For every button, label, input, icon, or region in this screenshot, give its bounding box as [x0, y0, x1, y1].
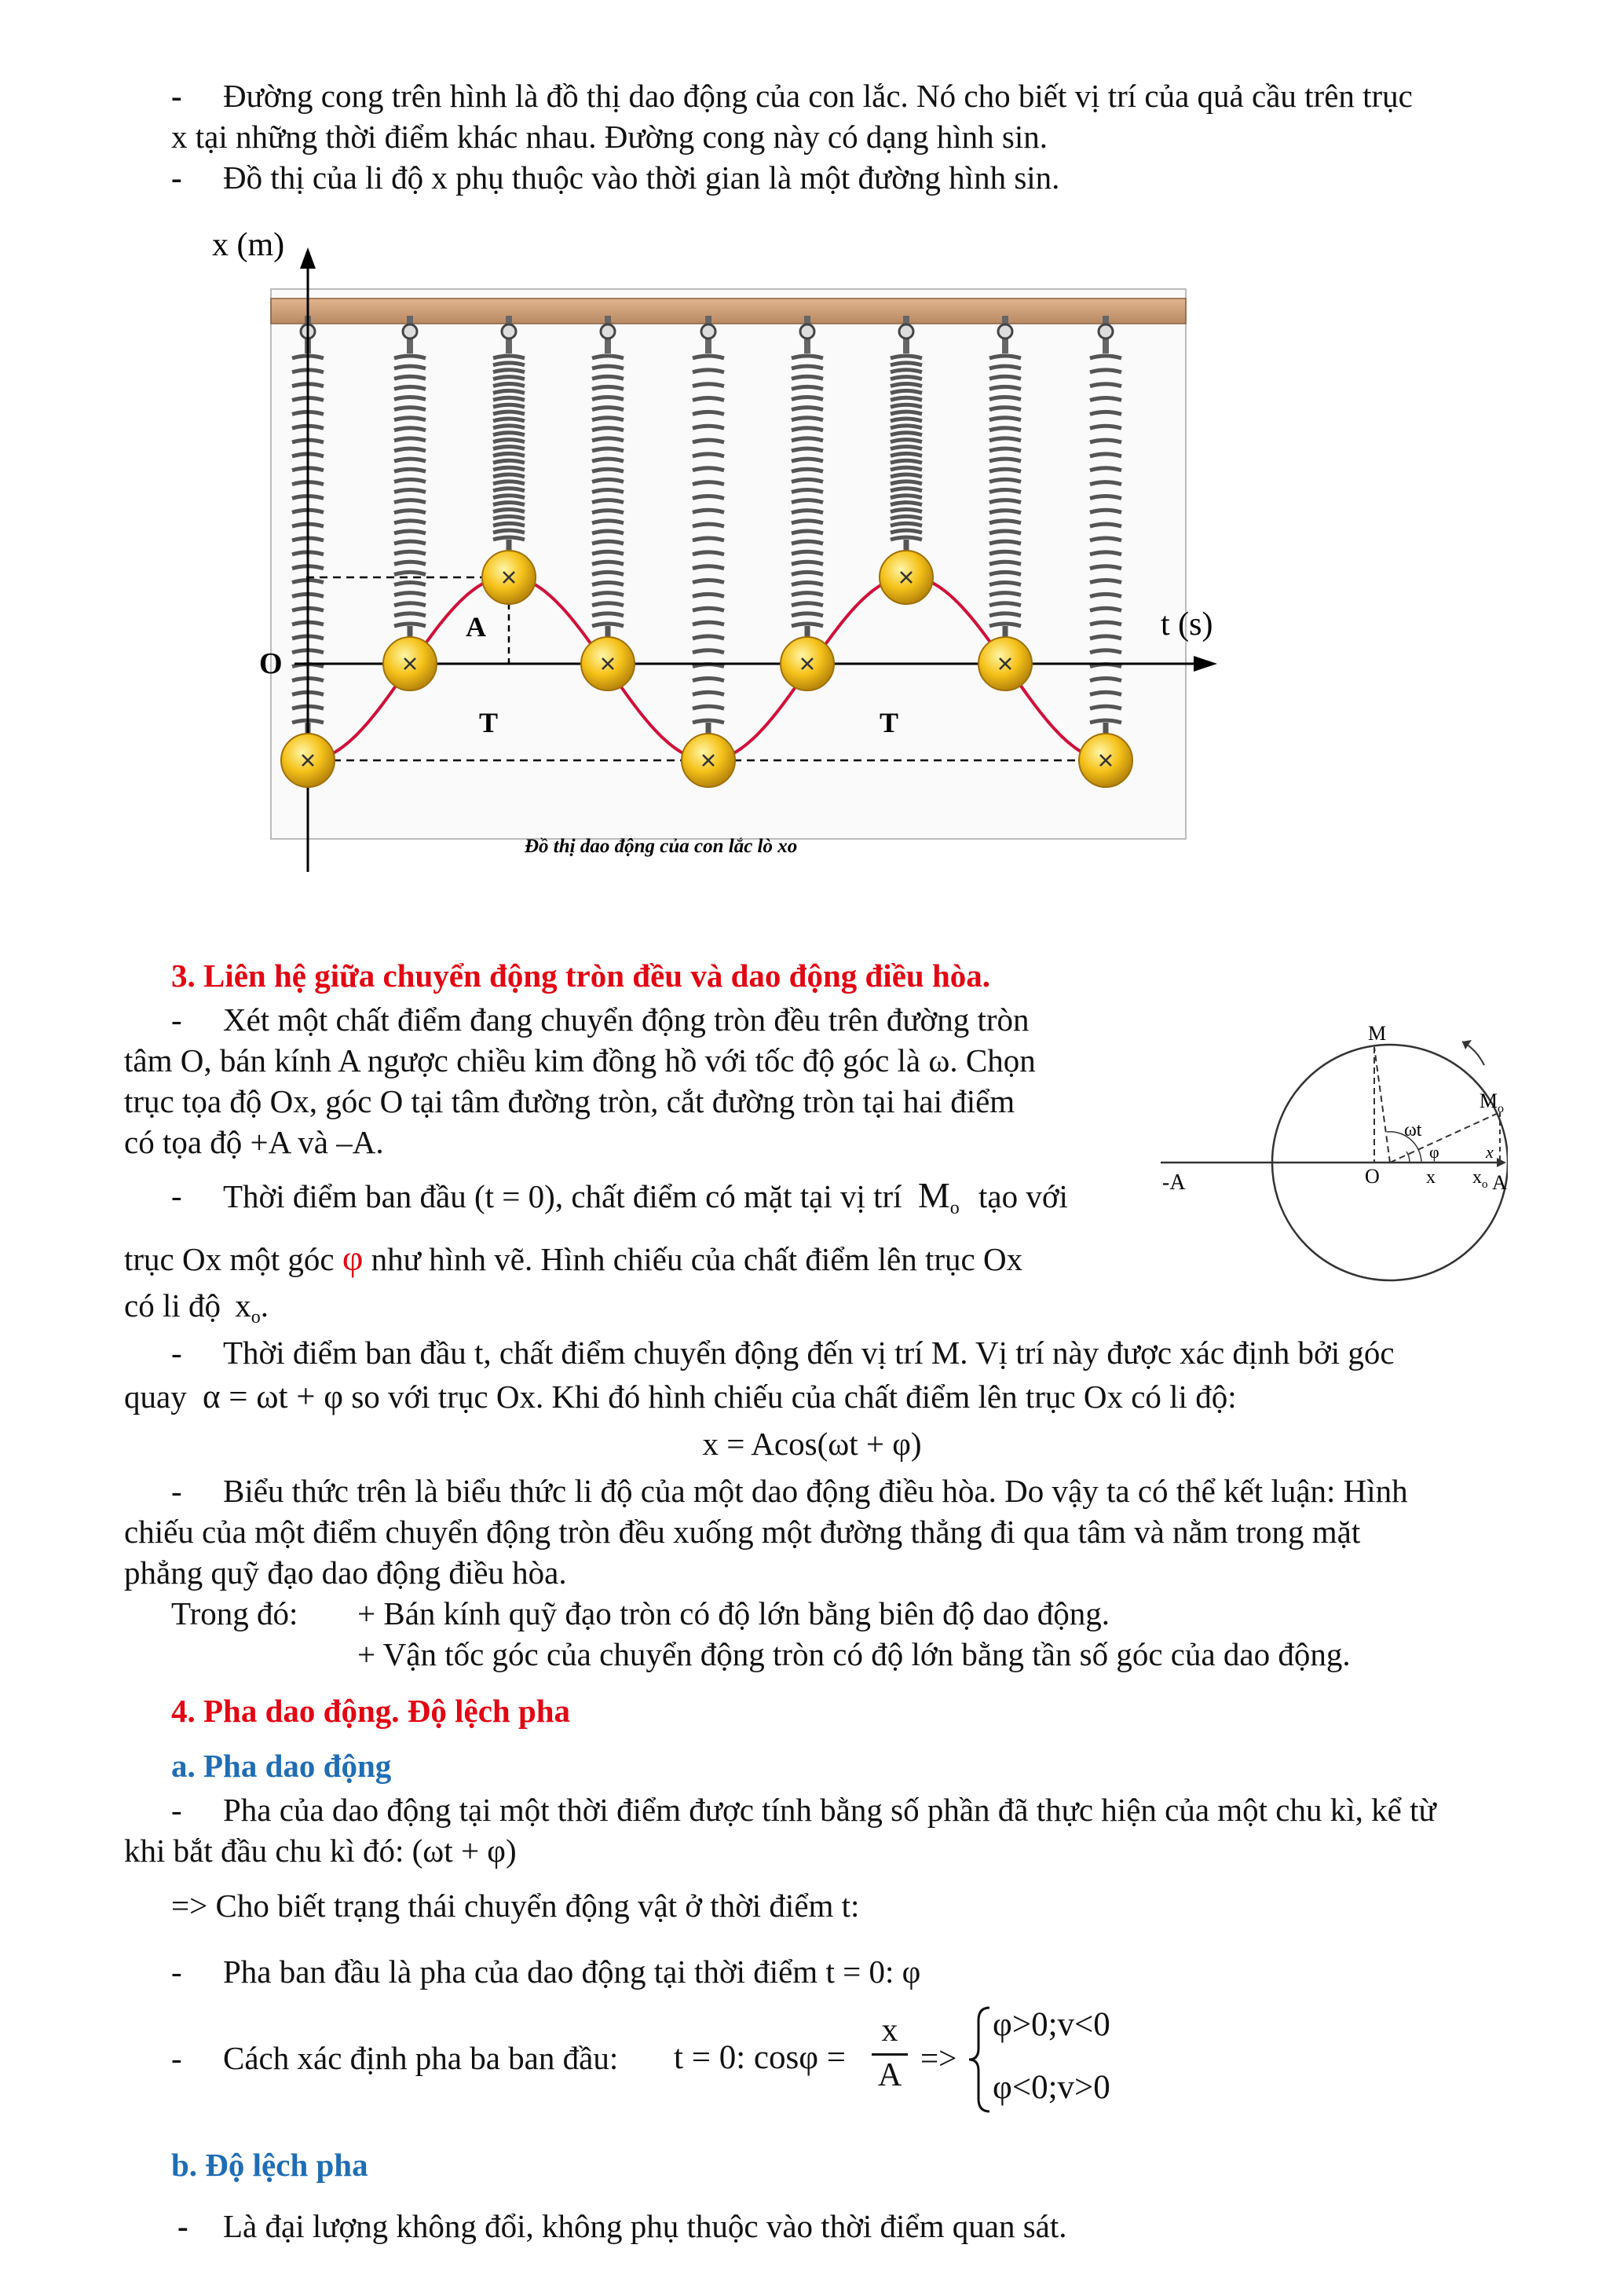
label-x-axis: x [1486, 1142, 1494, 1162]
label-x: x [1426, 1167, 1436, 1188]
bullet: - [171, 1792, 182, 1828]
label-minus-A: -A [1162, 1170, 1186, 1195]
s4-a4-eq: t = 0: cosφ = [674, 2039, 847, 2076]
section-3-heading: 3. Liên hệ giữa chuyển động tròn đều và dao động điều hòa. [171, 958, 990, 994]
displacement-equation: x = Acos(ωt + φ) [702, 1426, 922, 1462]
bullet: - [171, 1954, 182, 1990]
bullet: - [171, 78, 182, 114]
s3-p1-line1: Xét một chất điểm đang chuyển động tròn đều trên đường tròn [223, 1002, 1030, 1038]
intro-line-3: Đồ thị của li độ x phụ thuộc vào thời gian là một đường hình sin. [223, 159, 1060, 196]
label-omega-t: ωt [1404, 1120, 1422, 1141]
bullet: - [171, 1002, 182, 1038]
origin-label: O [259, 647, 283, 680]
s4-a2: => Cho biết trạng thái chuyển động vật ở thời điểm t: [171, 1888, 860, 1924]
label-A: A [1492, 1171, 1507, 1194]
s3-p4-line1: Biểu thức trên là biểu thức li độ của một dao động điều hòa. Do vậy ta có thể kết luận: Hình [223, 1473, 1408, 1509]
label-M0: $M_o$ [1479, 1089, 1504, 1115]
subheading-a: a. Pha dao động [171, 1748, 392, 1784]
s4-a1-line2: khi bắt đầu chu kì đó: (ωt + φ) [124, 1833, 517, 1869]
bullet: - [177, 2208, 188, 2244]
spring-oscillation-figure [204, 220, 1256, 888]
bullet: - [171, 1335, 182, 1371]
s3-p2-line1: Thời điểm ban đầu (t = 0), chất điểm có mặt tại vị trí $M_o$ tạo với [223, 1175, 1068, 1218]
s3-p2-line2: trục Ox một góc φ như hình vẽ. Hình chiếu của chất điểm lên trục Ox [124, 1238, 1023, 1278]
fraction-denominator: A [877, 2057, 902, 2093]
where-item-1: + Bán kính quỹ đạo tròn có độ lớn bằng biên độ dao động. [357, 1595, 1110, 1631]
label-M: M [1368, 1022, 1387, 1045]
y-axis-label: x (m) [212, 227, 285, 263]
period-label: T [479, 707, 499, 738]
amplitude-label: A [466, 611, 486, 643]
s3-p4-line3: phẳng quỹ đạo dao động điều hòa. [124, 1554, 567, 1591]
t-axis-label: t (s) [1161, 606, 1213, 643]
s3-p1-line2: tâm O, bán kính A ngược chiều kim đồng hồ với tốc độ góc là ω. Chọn [124, 1042, 1036, 1078]
case-1: φ>0;v<0 [993, 2006, 1110, 2043]
s3-p4-line2: chiếu của một điểm chuyển động tròn đều xuống một đường thẳng đi qua tâm và nằm trong mặt [124, 1514, 1361, 1550]
where-label: Trong đó: [171, 1595, 298, 1631]
bullet: - [171, 159, 182, 196]
period-label: T [880, 707, 899, 738]
s3-p3-line2: quay α = ωt + φ so với trục Ox. Khi đó hình chiếu của chất điểm lên trục Ox có li độ: [124, 1379, 1237, 1415]
s3-p3-line1: Thời điểm ban đầu t, chất điểm chuyển động đến vị trí M. Vị trí này được xác định bởi góc [223, 1335, 1395, 1371]
s4-a4-text: Cách xác định pha ba ban đầu: [223, 2040, 619, 2076]
label-phi: φ [1429, 1142, 1439, 1162]
figure-caption: Đồ thị dao động của con lắc lò xo [525, 836, 798, 857]
case-2: φ<0;v>0 [993, 2069, 1110, 2106]
intro-line-1: Đường cong trên hình là đồ thị dao động của con lắc. Nó cho biết vị trí của quả cầu trên trục [223, 78, 1413, 114]
curly-brace [966, 2005, 993, 2115]
s4-a1-line1: Pha của dao động tại một thời điểm được tính bằng số phần đã thực hiện của một chu kì, kể từ [223, 1792, 1436, 1828]
s4-a4-arrow: => [920, 2040, 957, 2076]
s4-a3: Pha ban đầu là pha của dao động tại thời điểm t = 0: φ [223, 1954, 921, 1990]
subheading-b: b. Độ lệch pha [171, 2147, 368, 2183]
s3-p1-line3: trục tọa độ Ox, góc O tại tâm đường tròn, cắt đường tròn tại hai điểm [124, 1083, 1015, 1119]
intro-line-2: x tại những thời điểm khác nhau. Đường cong này có dạng hình sin. [171, 119, 1048, 155]
circle-motion-figure [1154, 1018, 1508, 1285]
s3-p2-line3: có li độ $x_o$. [124, 1287, 269, 1327]
section-4-heading: 4. Pha dao động. Độ lệch pha [171, 1693, 571, 1729]
s3-p1-line4: có tọa độ +A và –A. [124, 1124, 384, 1160]
bullet: - [171, 2040, 182, 2076]
label-x0: $x_o$ [1472, 1167, 1488, 1191]
label-O: O [1365, 1165, 1380, 1188]
bullet: - [171, 1473, 182, 1509]
s4-b1: Là đại lượng không đổi, không phụ thuộc vào thời điểm quan sát. [223, 2208, 1067, 2244]
where-item-2: + Vận tốc góc của chuyển động tròn có độ lớn bằng tần số góc của dao động. [357, 1636, 1351, 1672]
fraction [872, 2011, 908, 2095]
bullet: - [171, 1177, 182, 1214]
fraction-numerator: x [881, 2012, 898, 2049]
